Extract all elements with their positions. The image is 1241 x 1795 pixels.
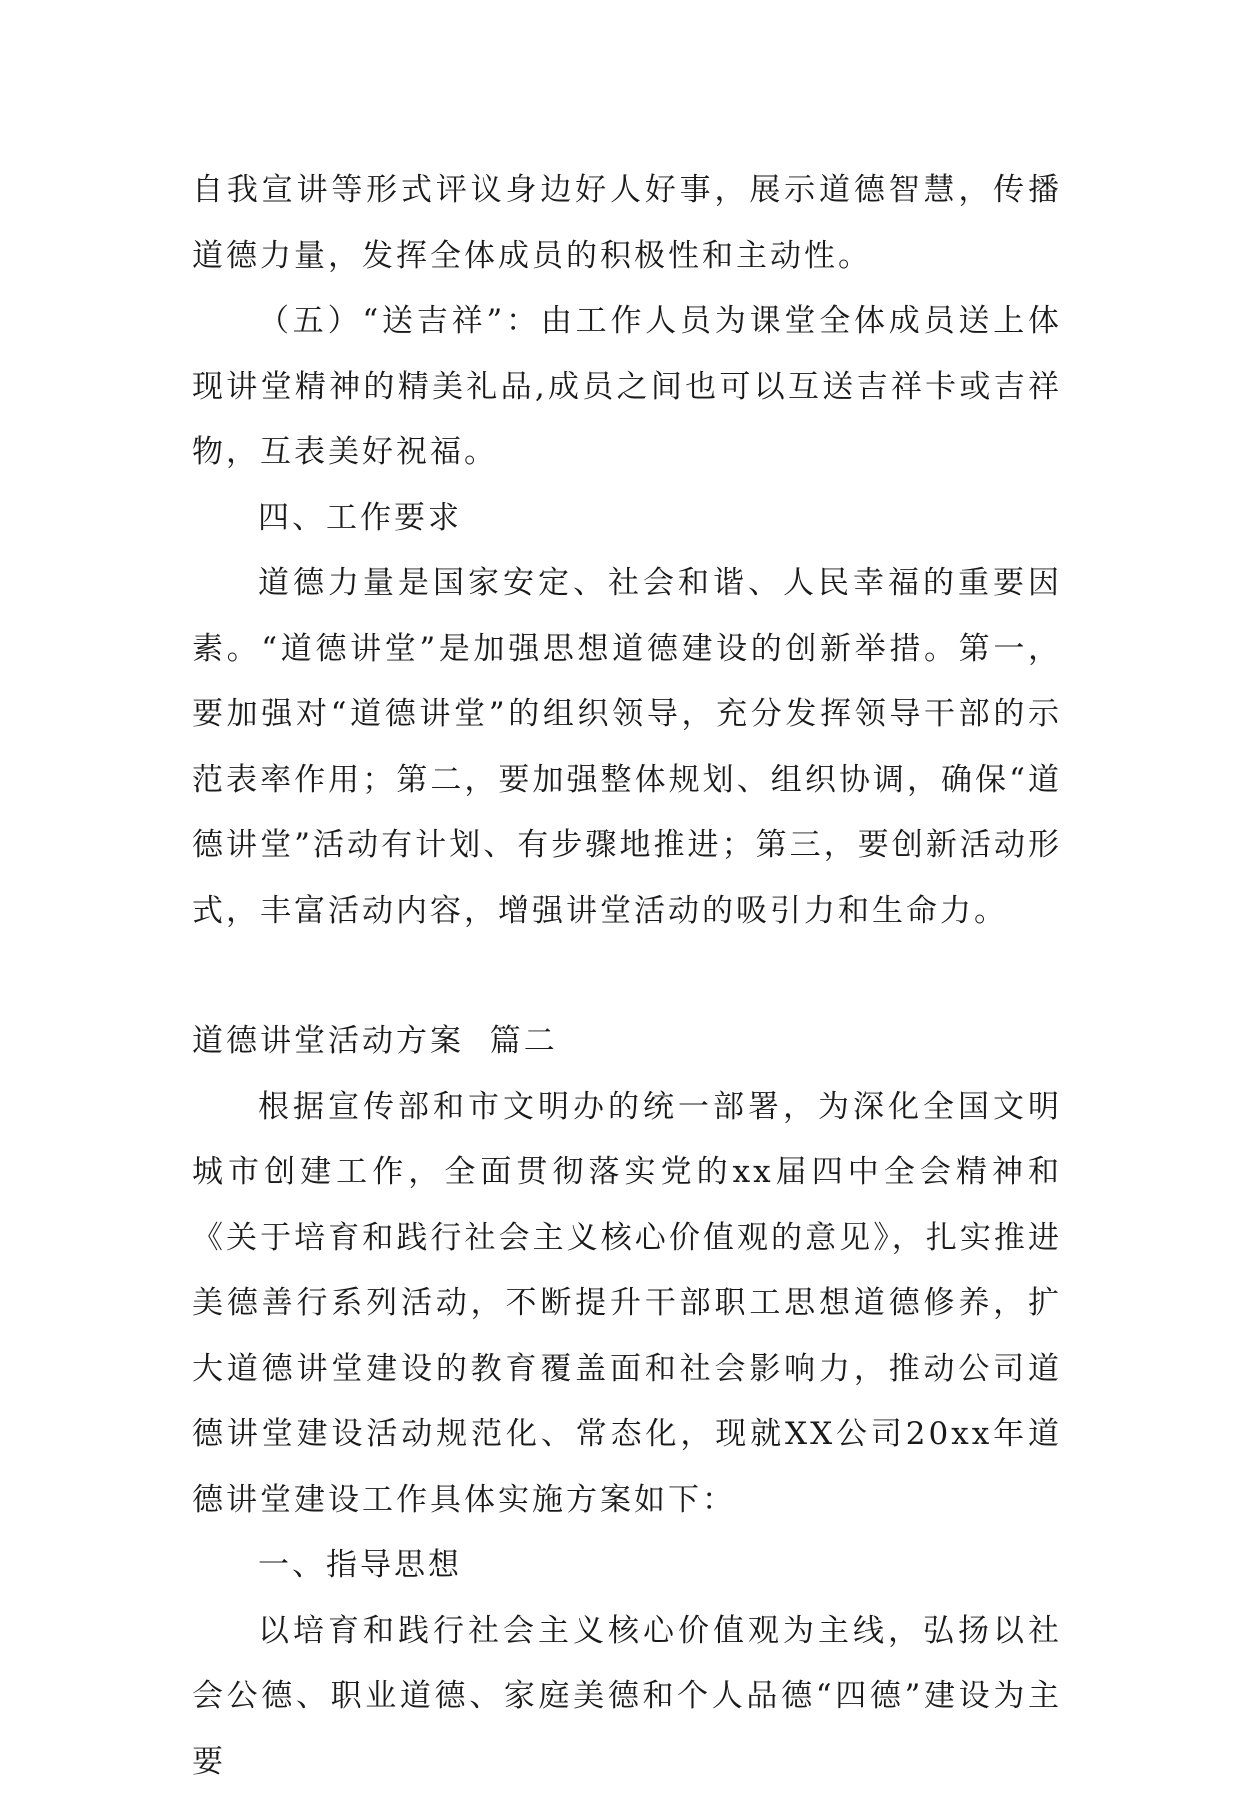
section-title: 道德讲堂活动方案 篇二 — [192, 1009, 1062, 1075]
paragraph-work-requirements: 道德力量是国家安定、社会和谐、人民幸福的重要因素。“道德讲堂”是加强思想道德建设的创新举措。第一，要加强对“道德讲堂”的组织领导，充分发挥领导干部的示范表率作用；第二，要加强整体规划、组织协调，确保“道德讲堂”活动有计划、有步骤地推进；第三，要创新活动形式，丰富活动内容，增强讲堂活动的吸引力和生命力。 — [192, 551, 1062, 944]
section-spacer — [192, 944, 1062, 1009]
paragraph-continuation: 自我宣讲等形式评议身边好人好事，展示道德智慧，传播道德力量，发挥全体成员的积极性和主动性。 — [192, 158, 1062, 289]
paragraph-item-five: （五）“送吉祥”：由工作人员为课堂全体成员送上体现讲堂精神的精美礼品,成员之间也可以互送吉祥卡或吉祥物，互表美好祝福。 — [192, 289, 1062, 486]
heading-guiding-ideology: 一、指导思想 — [192, 1533, 1062, 1599]
paragraph-guiding-ideology: 以培育和践行社会主义核心价值观为主线，弘扬以社会公德、职业道德、家庭美德和个人品德“四德”建设为主要 — [192, 1599, 1062, 1795]
paragraph-intro: 根据宣传部和市文明办的统一部署，为深化全国文明城市创建工作，全面贯彻落实党的xx届四中全会精神和《关于培育和践行社会主义核心价值观的意见》，扎实推进美德善行系列活动，不断提升干部职工思想道德修养，扩大道德讲堂建设的教育覆盖面和社会影响力，推动公司道德讲堂建设活动规范化、常态化，现就XX公司20xx年道德讲堂建设工作具体实施方案如下： — [192, 1075, 1062, 1534]
document-body — [192, 158, 1062, 1795]
heading-work-requirements: 四、工作要求 — [192, 486, 1062, 552]
